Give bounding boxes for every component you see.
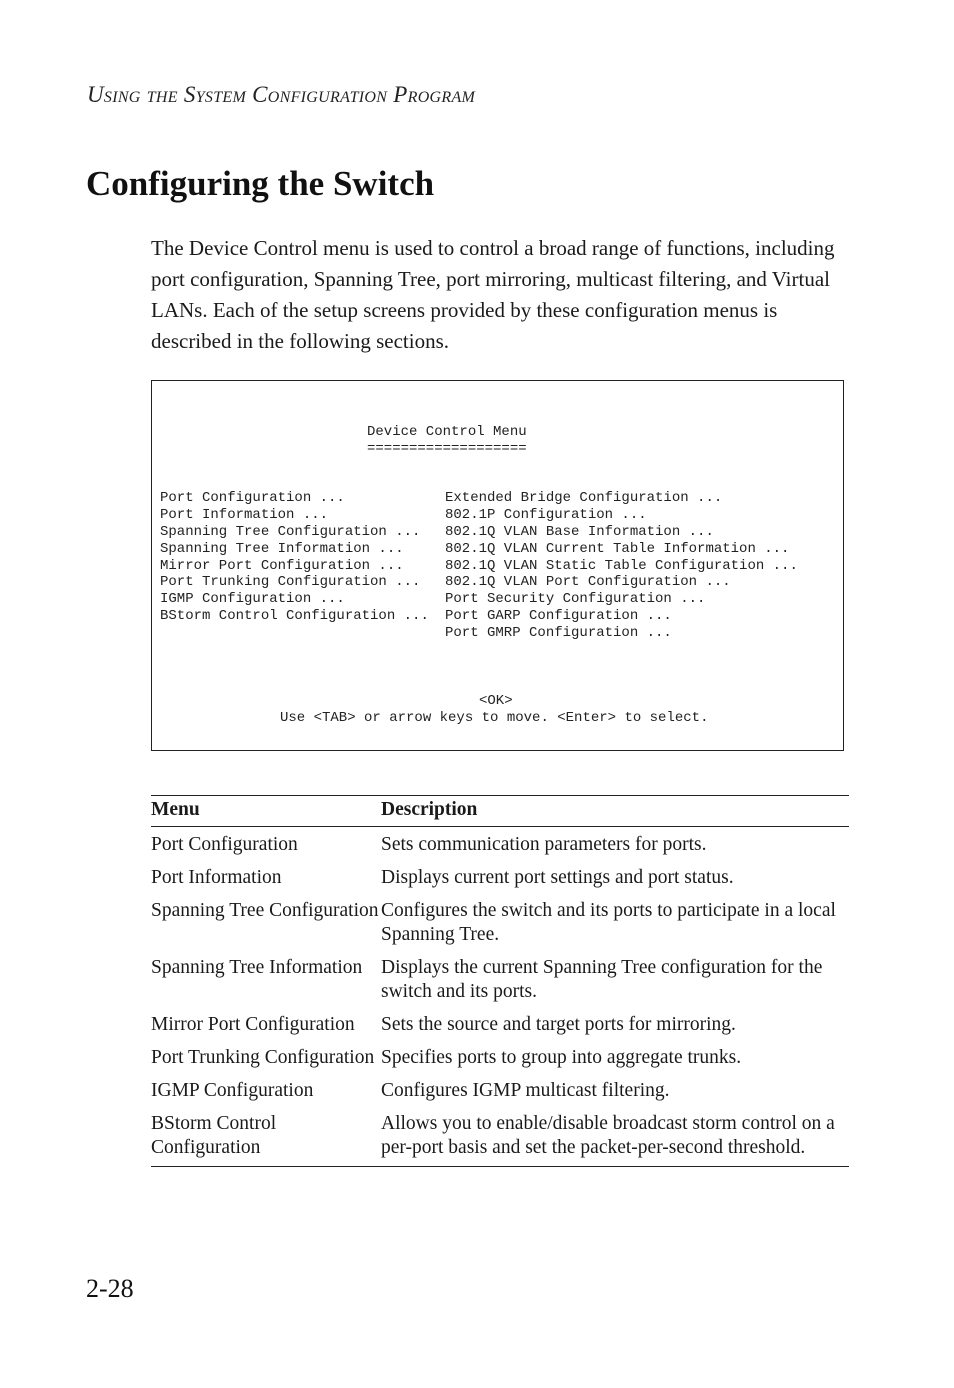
table-cell-menu: BStorm Control Configuration bbox=[151, 1108, 381, 1167]
menu-item-8021q-vlan-static-table-configuration[interactable]: 802.1Q VLAN Static Table Configuration ... bbox=[445, 557, 798, 574]
table-row bbox=[151, 1075, 849, 1108]
menu-item-port-information[interactable]: Port Information ... bbox=[160, 506, 329, 523]
table-cell-description: Displays the current Spanning Tree configuration for the switch and its ports. bbox=[381, 957, 823, 1002]
menu-item-8021q-vlan-current-table-information[interactable]: 802.1Q VLAN Current Table Information ... bbox=[445, 540, 790, 557]
menu-item-igmp-configuration[interactable]: IGMP Configuration ... bbox=[160, 591, 345, 608]
menu-item-spanning-tree-configuration[interactable]: Spanning Tree Configuration ... bbox=[160, 523, 421, 540]
menu-item-8021q-vlan-port-configuration[interactable]: 802.1Q VLAN Port Configuration ... bbox=[445, 574, 731, 591]
table-row bbox=[151, 1108, 849, 1167]
table-row bbox=[151, 862, 849, 895]
table-cell-description: Displays current port settings and port status. bbox=[381, 867, 734, 888]
menu-item-port-garp-configuration[interactable]: Port GARP Configuration ... bbox=[445, 608, 672, 625]
terminal-menu-title: Device Control Menu bbox=[367, 424, 527, 440]
menu-item-port-trunking-configuration[interactable]: Port Trunking Configuration ... bbox=[160, 574, 421, 591]
table-row bbox=[151, 1042, 849, 1075]
table-row bbox=[151, 895, 849, 952]
table-cell-description: Specifies ports to group into aggregate trunks. bbox=[381, 1047, 742, 1068]
table-cell-menu: Port Configuration bbox=[151, 834, 298, 855]
table-cell-description: Configures IGMP multicast filtering. bbox=[381, 1080, 670, 1101]
terminal-menu-right-column bbox=[445, 490, 798, 642]
table-cell-menu: IGMP Configuration bbox=[151, 1080, 314, 1101]
menu-item-port-configuration[interactable]: Port Configuration ... bbox=[160, 490, 345, 506]
table-row bbox=[151, 952, 849, 1009]
menu-item-8021q-vlan-base-information[interactable]: 802.1Q VLAN Base Information ... bbox=[445, 523, 714, 540]
table-cell-menu: Spanning Tree Configuration bbox=[151, 900, 379, 921]
menu-description-table bbox=[151, 795, 849, 1167]
menu-item-port-security-configuration[interactable]: Port Security Configuration ... bbox=[445, 591, 706, 608]
running-head: Using the System Configuration Program bbox=[87, 82, 476, 107]
menu-item-bstorm-control-configuration[interactable]: BStorm Control Configuration ... bbox=[160, 608, 429, 625]
column-header-menu: Menu bbox=[151, 796, 381, 827]
table-cell-menu: Port Trunking Configuration bbox=[151, 1047, 375, 1068]
page-number: 2-28 bbox=[86, 1274, 134, 1303]
table-cell-description: Sets communication parameters for ports. bbox=[381, 834, 707, 855]
menu-item-8021p-configuration[interactable]: 802.1P Configuration ... bbox=[445, 506, 647, 523]
table-cell-menu: Spanning Tree Information bbox=[151, 957, 363, 978]
table-cell-menu: Port Information bbox=[151, 867, 282, 888]
menu-item-port-gmrp-configuration[interactable]: Port GMRP Configuration ... bbox=[445, 625, 672, 642]
menu-item-mirror-port-configuration[interactable]: Mirror Port Configuration ... bbox=[160, 557, 404, 574]
table-row bbox=[151, 827, 849, 863]
menu-item-spanning-tree-information[interactable]: Spanning Tree Information ... bbox=[160, 540, 404, 557]
table-cell-description: Allows you to enable/disable broadcast storm control on a per-port basis and set the packet-per-second threshold. bbox=[381, 1108, 849, 1167]
terminal-title-underline: =================== bbox=[367, 441, 527, 457]
table-cell-menu: Mirror Port Configuration bbox=[151, 1014, 355, 1035]
intro-paragraph: The Device Control menu is used to control a broad range of functions, including port configuration, Spanning Tree, port mirroring, multicast filtering, and Virtual LANs. Each of the setup screens provided by these configuration menus is described in the following sections. bbox=[151, 236, 835, 353]
terminal-menu-left-column bbox=[160, 490, 429, 625]
table-row bbox=[151, 1009, 849, 1042]
table-cell-description: Configures the switch and its ports to participate in a local Spanning Tree. bbox=[381, 900, 836, 945]
ok-button[interactable]: <OK> bbox=[479, 693, 513, 709]
column-header-description: Description bbox=[381, 796, 849, 827]
menu-item-extended-bridge-configuration[interactable]: Extended Bridge Configuration ... bbox=[445, 490, 723, 506]
device-control-menu-screen bbox=[151, 380, 844, 751]
table-header-row bbox=[151, 796, 849, 827]
terminal-help-text: Use <TAB> or arrow keys to move. <Enter> to select. bbox=[280, 710, 709, 726]
page-title: Configuring the Switch bbox=[86, 164, 435, 203]
table-cell-description: Sets the source and target ports for mirroring. bbox=[381, 1014, 736, 1035]
